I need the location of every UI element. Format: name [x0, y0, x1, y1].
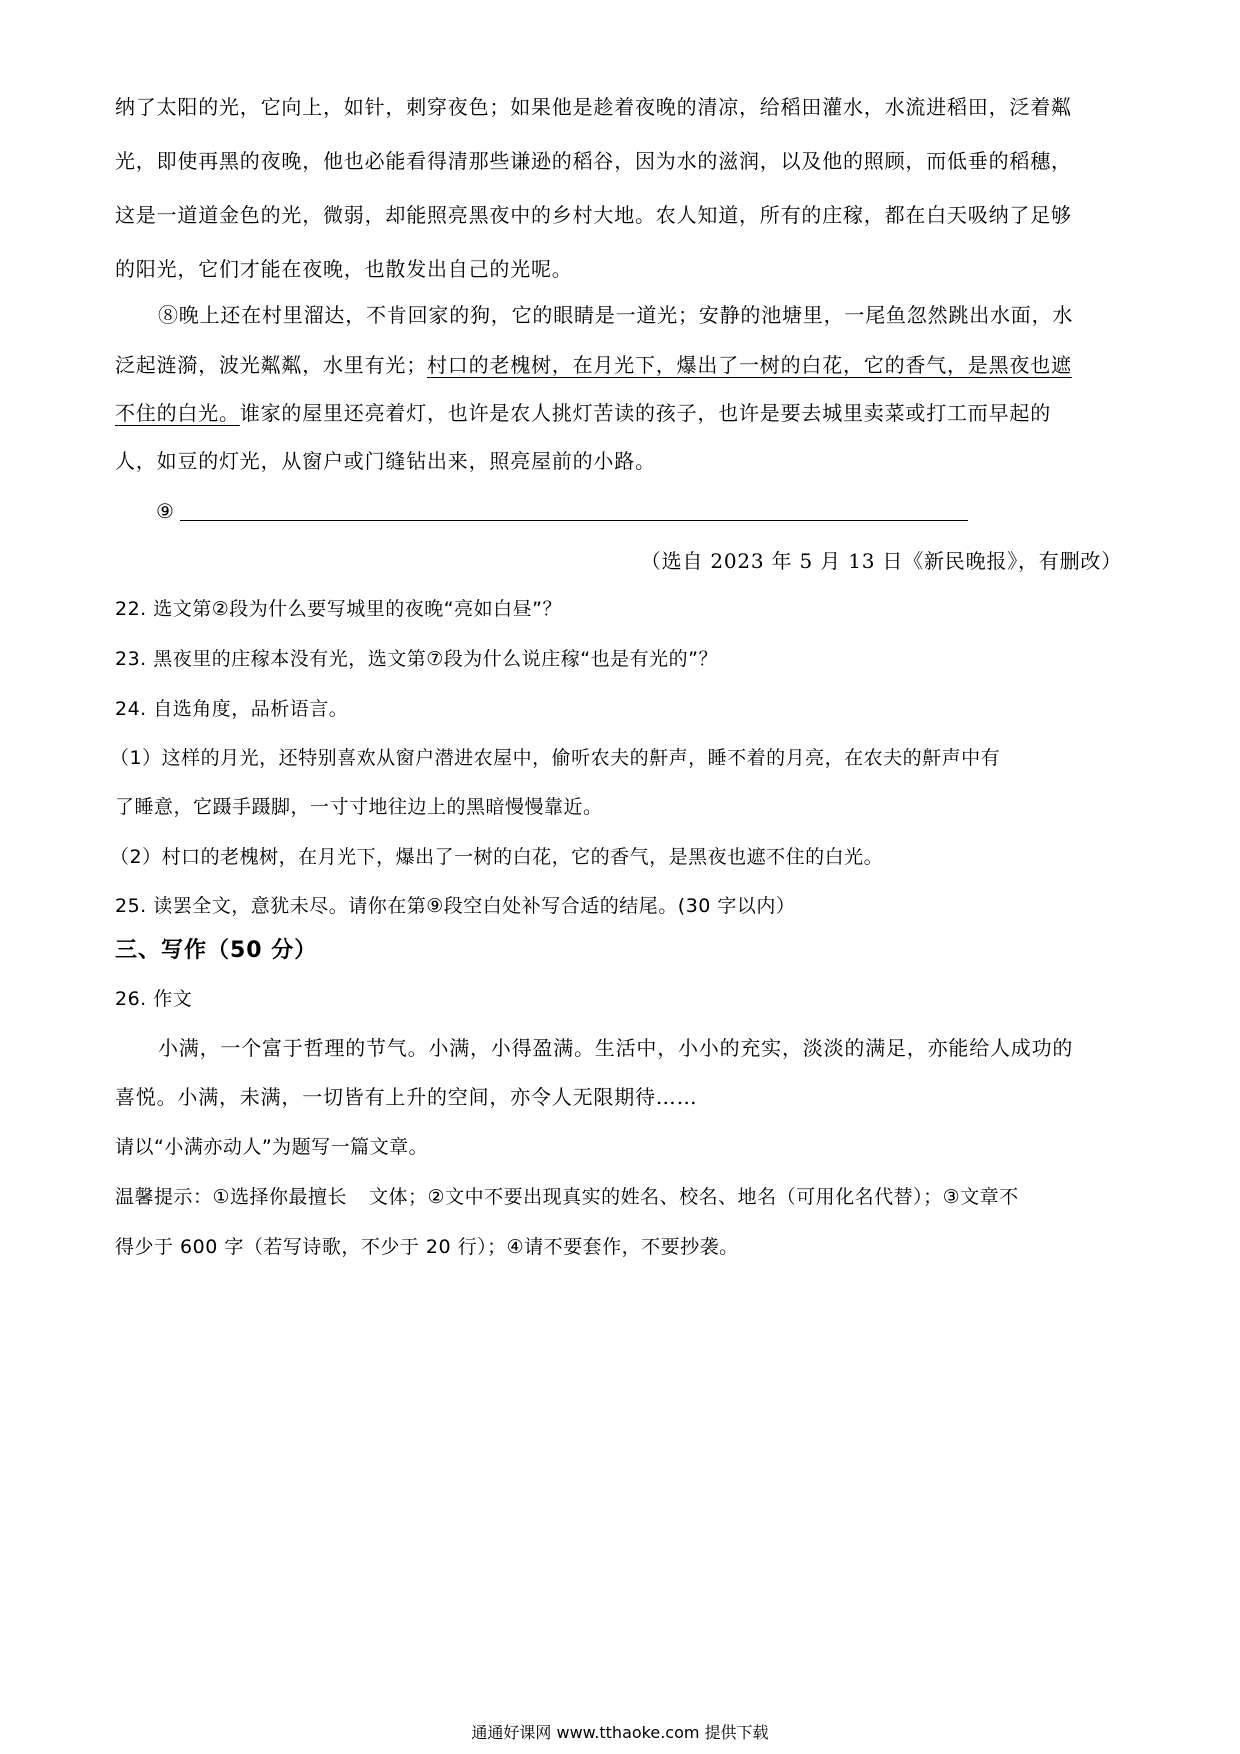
writing-tips-line-2: 得少于 600 字（若写诗歌，不少于 20 行）；④请不要套作，不要抄袭。: [115, 1236, 739, 1258]
question-24-1-line-2: 了睡意，它蹑手蹑脚，一寸寸地往边上的黑暗慢慢靠近。: [115, 796, 603, 818]
question-22: 22. 选文第②段为什么要写城里的夜晚“亮如白昼”？: [115, 598, 562, 620]
passage-p7-line-2: 光，即使再黑的夜晚，他也必能看得清那些谦逊的稻谷，因为水的滋润，以及他的照顾，而低垂的稻穗，: [115, 149, 1072, 173]
passage-p8-line-3: [115, 398, 1051, 428]
question-24-2: （2）村口的老槐树，在月光下，爆出了一树的白花，它的香气，是黑夜也遮不住的白光。: [110, 846, 884, 868]
question-26: 26. 作文: [115, 988, 193, 1010]
question-23: 23. 黑夜里的庄稼本没有光，选文第⑦段为什么说庄稼“也是有光的”？: [115, 648, 718, 670]
underlined-sentence-part-2: 不住的白光。: [115, 401, 240, 425]
passage-p8-line-2: [115, 350, 1072, 380]
writing-prompt-line-2: 喜悦。小满，未满，一切皆有上升的空间，亦令人无限期待……: [115, 1085, 698, 1109]
writing-prompt-line-1: 小满，一个富于哲理的节气。小满，小得盈满。生活中，小小的充实，淡淡的满足，亦能给人成功的: [158, 1036, 1074, 1060]
writing-tips-part-2: 文体；②文中不要出现真实的姓名、校名、地名（可用化名代替）；③文章不: [369, 1186, 1019, 1208]
paragraph-9-marker: ⑨: [156, 499, 175, 523]
writing-task: 请以“小满亦动人”为题写一篇文章。: [115, 1136, 429, 1158]
passage-p8-line-4: 人，如豆的灯光，从窗户或门缝钻出来，照亮屋前的小路。: [115, 449, 656, 473]
page-footer: 通通好课网 www.tthaoke.com 提供下载: [471, 1723, 769, 1742]
passage-p8-line-3-plain: 谁家的屋里还亮着灯，也许是农人挑灯苦读的孩子，也许是要去城里卖菜或打工而早起的: [239, 401, 1052, 425]
question-24-1-line-1: （1）这样的月光，还特别喜欢从窗户潜进农屋中，偷听农夫的鼾声，睡不着的月亮，在农夫的鼾声中有: [110, 747, 1001, 769]
passage-p8-line-1: ⑧晚上还在村里溜达，不肯回家的狗，它的眼睛是一道光；安静的池塘里，一尾鱼忽然跳出水面，水: [158, 303, 1074, 327]
passage-p7-line-4: 的阳光，它们才能在夜晚，也散发出自己的光呢。: [115, 257, 573, 281]
question-24: 24. 自选角度，品析语言。: [115, 698, 349, 720]
passage-p7-line-3: 这是一道道金色的光，微弱，却能照亮黑夜中的乡村大地。农人知道，所有的庄稼，都在白天吸纳了足够: [115, 203, 1072, 227]
passage-source: （选自 2023 年 5 月 13 日《新民晚报》，有删改）: [640, 549, 1122, 573]
writing-tips-line-1: [115, 1182, 1019, 1212]
underlined-sentence-part-1: 村口的老槐树，在月光下，爆出了一树的白花，它的香气，是黑夜也遮: [427, 353, 1072, 377]
question-25: 25. 读罢全文，意犹未尽。请你在第⑨段空白处补写合适的结尾。(30 字以内）: [115, 895, 796, 917]
writing-tips-part-1: 温馨提示：①选择你最擅长: [115, 1186, 348, 1208]
passage-p7-line-1: 纳了太阳的光，它向上，如针，刺穿夜色；如果他是趁着夜晚的清凉，给稻田灌水，水流进稻田，泛着粼: [115, 95, 1072, 119]
passage-p8-line-2-plain: 泛起涟漪，波光粼粼，水里有光；: [115, 353, 427, 377]
paragraph-9-blank-line: [180, 520, 968, 521]
section-heading-writing: 三、写作（50 分）: [115, 938, 318, 963]
